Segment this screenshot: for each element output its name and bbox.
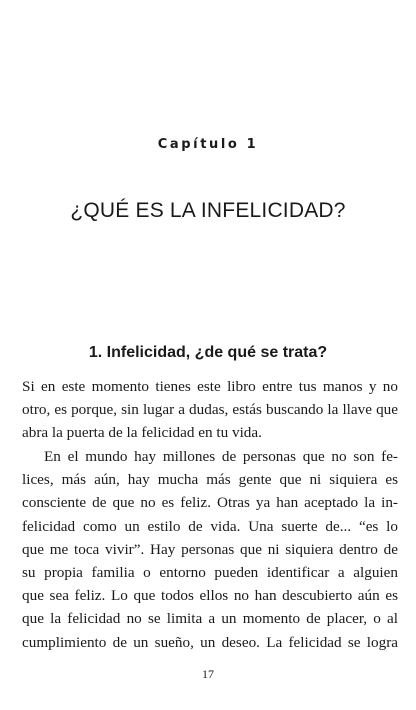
text-line: cumplimiento de un sueño, un deseo. La felicidad se logra (22, 633, 398, 651)
paragraph-2 (22, 445, 398, 654)
chapter-label: Capítulo 1 (157, 137, 259, 152)
text-line: abra la puerta de la felicidad en tu vida. (22, 424, 262, 442)
section-title: 1. Infelicidad, ¿de qué se trata? (88, 344, 328, 361)
text-line: su propia familia o entorno pueden identificar a alguien (22, 563, 398, 581)
text-line: lices, más aún, hay mucha más gente que ni siquiera es (22, 471, 398, 489)
text-line: consciente de que no es feliz. Otras ya han aceptado la in- (22, 494, 398, 512)
text-line: que me toca vivir”. Hay personas que ni siquiera dentro de (22, 540, 398, 558)
page-number: 17 (202, 667, 214, 681)
text-line: Si en este momento tienes este libro entre tus manos y no (22, 378, 398, 395)
paragraph-1 (22, 375, 398, 445)
text-line: otro, es porque, sin lugar a dudas, estás buscando la llave que (22, 401, 398, 419)
text-line: que sea feliz. Lo que todos ellos no han descubierto aún es (22, 587, 398, 605)
text-line: que la felicidad no se limita a un momento de placer, o al (22, 610, 398, 628)
text-line: felicidad como un estilo de vida. Una suerte de... “es lo (22, 517, 398, 535)
text-line: En el mundo hay millones de personas que no son fe- (44, 448, 398, 465)
chapter-title: ¿QUÉ ES LA INFELICIDAD? (70, 199, 346, 222)
